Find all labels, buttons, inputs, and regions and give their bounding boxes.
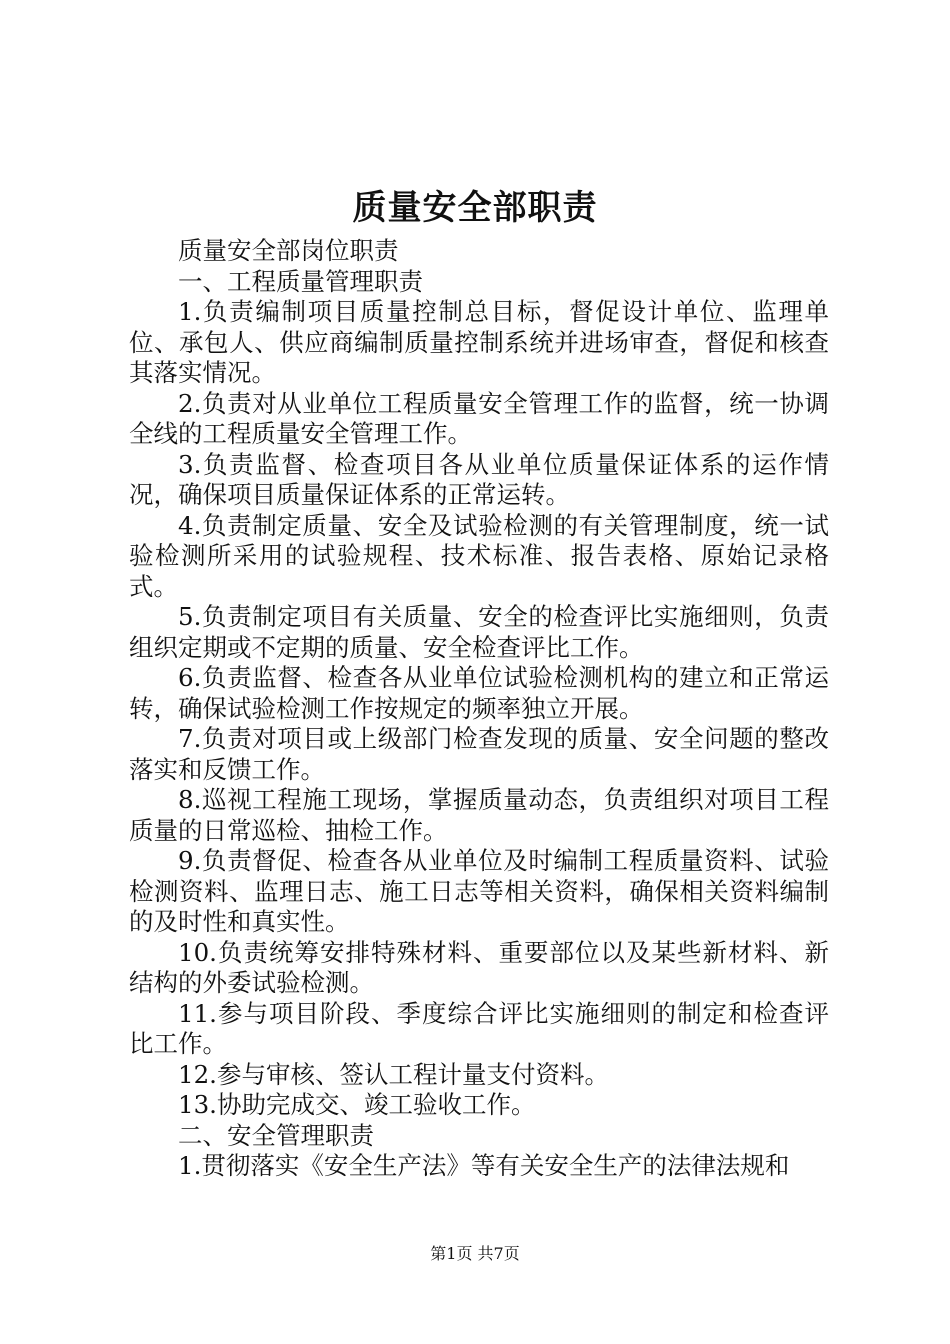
paragraph: 8.巡视工程施工现场，掌握质量动态，负责组织对项目工程质量的日常巡检、抽检工作。 [129,785,829,845]
paragraph: 13.协助完成交、竣工验收工作。 [178,1090,536,1119]
paragraph: 9.负责督促、检查各从业单位及时编制工程质量资料、试验检测资料、监理日志、施工日志等相关资料，确保相关资料编制的及时性和真实性。 [129,846,829,936]
paragraph: 11.参与项目阶段、季度综合评比实施细则的制定和检查评比工作。 [129,998,829,1058]
section-heading-quality: 一、工程质量管理职责 [178,266,423,296]
section-heading-safety: 二、安全管理职责 [178,1120,374,1150]
paragraph-heading: 质量安全部岗位职责 [178,236,399,265]
paragraph: 10.负责统筹安排特殊材料、重要部位以及某些新材料、新结构的外委试验检测。 [129,937,829,997]
paragraph: 2.负责对从业单位工程质量安全管理工作的监督，统一协调全线的工程质量安全管理工作。 [129,388,829,448]
paragraph: 3.负责监督、检查项目各从业单位质量保证体系的运作情况，确保项目质量保证体系的正常运转。 [129,449,829,509]
paragraph: 12.参与审核、签认工程计量支付资料。 [178,1059,609,1089]
document-body [129,236,829,1182]
paragraph: 1.负责编制项目质量控制总目标，督促设计单位、监理单位、承包人、供应商编制质量控制系统并进场审查，督促和核查其落实情况。 [129,297,829,387]
page-footer: 第1页 共7页 [430,1244,520,1263]
paragraph: 6.负责监督、检查各从业单位试验检测机构的建立和正常运转，确保试验检测工作按规定的频率独立开展。 [129,663,829,723]
document-title: 质量安全部职责 [352,188,598,228]
paragraph: 5.负责制定项目有关质量、安全的检查评比实施细则，负责组织定期或不定期的质量、安全检查评比工作。 [129,602,829,662]
paragraph: 4.负责制定质量、安全及试验检测的有关管理制度，统一试验检测所采用的试验规程、技术标准、报告表格、原始记录格式。 [129,510,829,601]
paragraph: 7.负责对项目或上级部门检查发现的质量、安全问题的整改落实和反馈工作。 [129,724,829,784]
paragraph: 1.贯彻落实《安全生产法》等有关安全生产的法律法规和 [178,1151,790,1180]
